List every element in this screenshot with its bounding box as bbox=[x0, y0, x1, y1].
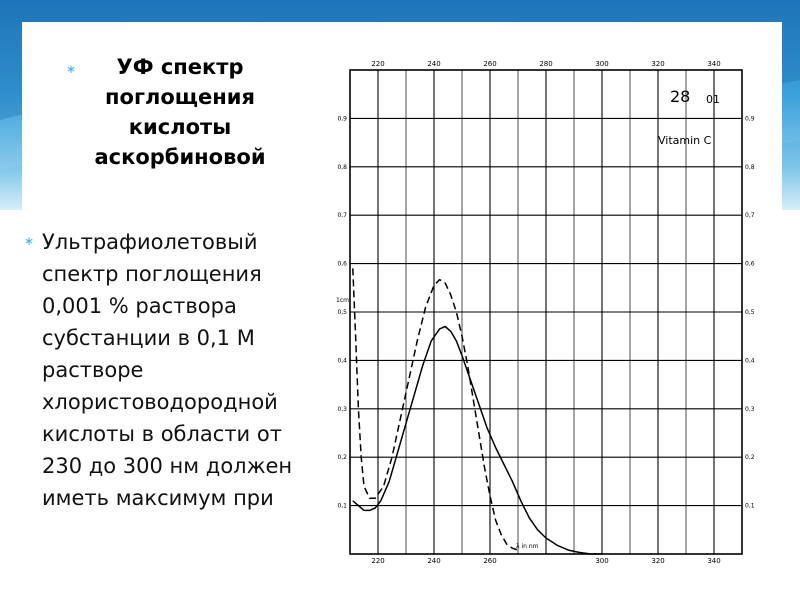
y-tick-label-right: 0,1 bbox=[745, 502, 755, 510]
x-tick-label-top: 320 bbox=[651, 60, 665, 68]
x-tick-label-bottom: 300 bbox=[595, 557, 609, 565]
spectrum-subcode: 01 bbox=[706, 93, 720, 106]
title-bullet: ∗ bbox=[66, 62, 77, 76]
title-block bbox=[60, 52, 300, 172]
spectrum-name: Vitamin C bbox=[658, 134, 712, 147]
x-tick-label-top: 280 bbox=[539, 60, 553, 68]
uv-spectrum-chart bbox=[328, 46, 780, 600]
x-tick-label-bottom: 320 bbox=[651, 557, 665, 565]
x-tick-label-top: 240 bbox=[427, 60, 441, 68]
y-tick-label-right: 0,9 bbox=[745, 115, 755, 123]
body-bullet: ∗ bbox=[24, 234, 35, 248]
y-tick-label-left: 0,3 bbox=[337, 405, 347, 413]
x-tick-label-top: 260 bbox=[483, 60, 497, 68]
y-tick-label-right: 0,6 bbox=[745, 260, 755, 268]
y-tick-label-right: 0,4 bbox=[745, 357, 755, 365]
y-tick-label-left: 0,1 bbox=[337, 502, 347, 510]
x-tick-label-top: 340 bbox=[707, 60, 721, 68]
y-tick-label-left: 0,8 bbox=[337, 163, 347, 171]
y-tick-label-left: 0,4 bbox=[337, 357, 347, 365]
x-tick-label-bottom: 260 bbox=[483, 557, 497, 565]
y-tick-label-left: 0,9 bbox=[337, 115, 347, 123]
plot-series bbox=[353, 268, 602, 554]
y-tick-label-left: 0,6 bbox=[337, 260, 347, 268]
x-tick-label-bottom: 220 bbox=[371, 557, 385, 565]
y-unit-label: 1cm bbox=[336, 297, 349, 304]
x-tick-label-top: 300 bbox=[595, 60, 609, 68]
x-tick-label-bottom: 340 bbox=[707, 557, 721, 565]
spectrum-code: 28 bbox=[670, 87, 691, 106]
y-tick-label-left: 0,2 bbox=[337, 454, 347, 462]
y-tick-label-right: 0,8 bbox=[745, 163, 755, 171]
x-tick-label-bottom: 240 bbox=[427, 557, 441, 565]
y-tick-label-left: 0,5 bbox=[337, 309, 347, 316]
slide-body-text: Ультрафиолетовый спектр поглощения 0,001 % раствора субстанции в 0,1 М растворе хлористоводородной кислоты в области от 230 до 300 нм должен иметь максимум при bbox=[42, 230, 293, 510]
uv-spectrum-svg bbox=[328, 46, 780, 600]
x-tick-label-top: 220 bbox=[371, 60, 385, 68]
y-tick-label-right: 0,3 bbox=[745, 405, 755, 413]
y-tick-label-right: 0,7 bbox=[745, 212, 755, 220]
y-tick-label-right: 0,2 bbox=[745, 454, 755, 462]
y-tick-label-right: 0,5 bbox=[745, 309, 755, 316]
slide-title: УФ спектр поглощения кислоты аскорбиновой bbox=[94, 55, 266, 169]
y-tick-label-left: 0,7 bbox=[337, 212, 347, 220]
x-unit-label: λ in nm bbox=[516, 543, 539, 550]
